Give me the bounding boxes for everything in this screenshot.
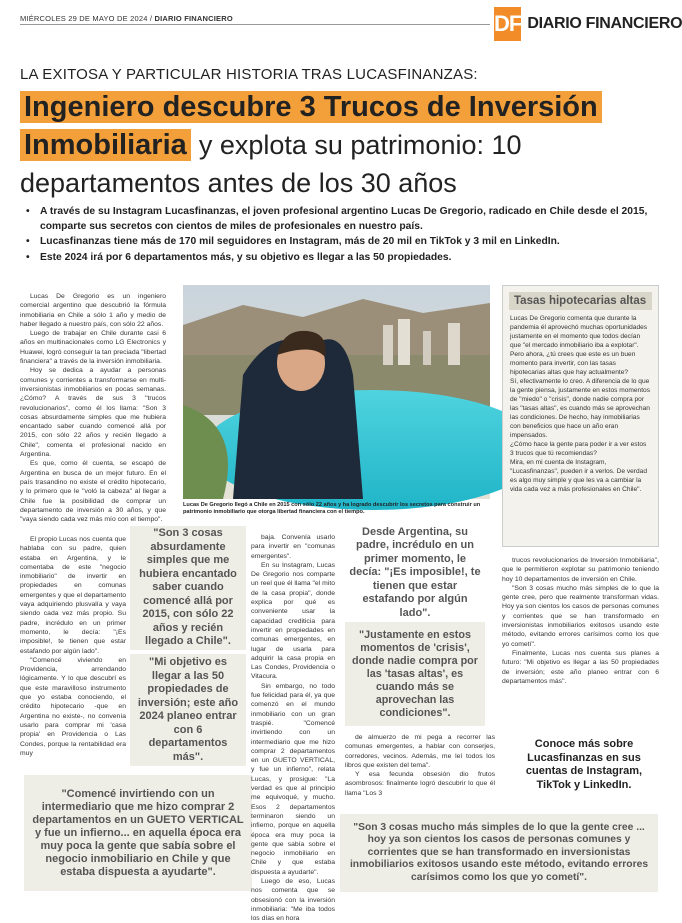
masthead-logo[interactable] [494,6,682,42]
issue-date: MIÉRCOLES 29 DE MAYO DE 2024 [20,14,148,23]
sidebar-paragraph: ¿Cómo hace la gente para poder ir a ver estos 3 trucos que tú recomiendas? [510,441,647,457]
photo-caption: Lucas De Gregorio llegó a Chile en 2015 con sólo 22 años y ha logrado descubrir los secretos para construir un patrimonio inmobiliario que otorga libertad financiera con el tiempo. [183,502,481,515]
paragraph: En su Instagram, Lucas De Gregorio nos comparte un reel que él llama "el mito de la casa propia", donde explica por qué es conveniente usar la capacidad crediticia para invertir en propiedades en comunas emergentes, en lugar de usarla para adquirir la casa propia en Las Condes, Providencia o Vitacura. [251,561,335,681]
pull-quote: "Mi objetivo es llegar a las 50 propiedades de inversión; este año 2024 planeo entrar con 6 departamentos más". [130,654,246,766]
sidebar-title: Tasas hipotecarias altas [509,292,652,310]
logo-wordmark: DIARIO FINANCIERO [527,15,682,32]
paper-name: DIARIO FINANCIERO [154,14,233,23]
headline-highlight: Inmobiliaria [20,129,191,161]
paragraph: Y esa fecunda obsesión dio frutos asombrosos: finalmente logró descubrir lo que él llama "Los 3 [345,771,495,797]
headline-kicker: LA EXITOSA Y PARTICULAR HISTORIA TRAS LUCASFINANZAS: [20,66,478,83]
headline-line1: Ingeniero descubre 3 Trucos de Inversión [20,91,602,123]
bullet-item: • Este 2024 irá por 6 departamentos más, y su objetivo es llegar a las 50 propiedades. [26,251,656,266]
header-rule [20,24,490,25]
article-column-1 [20,292,166,524]
sidebar-text [510,314,651,494]
social-cta: Conoce más sobre Lucasfinanzas en sus cuentas de Instagram, TikTok y LinkedIn. [525,738,643,791]
dateline [20,14,233,23]
sidebar-paragraph: Lucas De Gregorio comenta que durante la pandemia él aprovechó muchas oportunidades justamente en el momento que todos decían que "el mercado inmobiliario iba a explotar". [510,315,648,349]
paragraph: "Comencé viviendo en Providencia, arrendando lógicamente. Y lo que descubrí es que este maravilloso instrumento que yo estaba conociendo, el crédito hipotecario -que en Argentina no existe-, no convenía usarlo para comprar mi 'casa propia' en Providencia o Las Condes, porque la rentabilidad era muy [20,656,126,757]
paragraph: baja. Convenía usarlo para invertir en "comunas emergentes". [251,534,335,560]
headline [20,88,660,164]
paragraph: Sin embargo, no todo fue felicidad para él, ya que comenzó en el mundo inmobiliario con un gran traspié. "Comencé invirtiendo con un intermediario que me hizo comprar 2 departamentos en un GUETO VERTICAL, y fue un infierno", relata Lucas, y prosigue: "La verdad es que al principio me equivoqué, y mucho. Esos 2 departamentos terminaron siendo un infierno, porque en aquella época era muy poca la gente que sabía sobre el negocio inmobiliario en Chile y que estaba dispuesta a ayudarte". [251,682,335,876]
sidebar-paragraph: Sí, efectivamente lo creo. A diferencia de lo que la gente piensa, justamente en estos momentos de "miedo" o "crisis", donde nadie compra por las "tasas altas", es cuando más se aprovechan las condiciones. De hecho, hay inmobiliarias con beneficios que hace un año eran impensados. [510,378,651,439]
summary-bullets [26,205,656,266]
sidebar-paragraph: Pero ahora, ¿tú crees que este es un buen momento para invertir, con las tasas hipotecarias altas que hay actualmente? [510,351,636,376]
pull-quote: Desde Argentina, su padre, incrédulo en un primer momento, le decía: "¡Es imposible!, te tienen que estar estafando por algún lado". [345,530,485,616]
paragraph: Finalmente, Lucas nos cuenta sus planes a futuro: "Mi objetivo es llegar a las 50 propiedades de inversión; este año planeo entrar con 6 departamentos más". [502,649,659,685]
paragraph: El propio Lucas nos cuenta que hablaba con su padre, quien estaba en Argentina, y le comentaba de este "negocio inmobiliario" de invertir en propiedades en comunas emergentes y que el departamento vaya adquiriendo plusvalía y vaya siendo cada vez más propio. Su padre, incrédulo en un primer momento, le decía: "¡Es imposible!, te tienen que estar estafando por algún lado". [20,536,126,655]
sidebar-box [502,285,659,547]
headline-line3: departamentos antes de los 30 años [20,168,457,198]
date-separator: / [149,14,153,23]
bullet-item: • Lucasfinanzas tiene más de 170 mil seguidores en Instagram, más de 20 mil en TikTok y 3 mil en LinkedIn. [26,235,656,250]
article-column-1-continued [20,535,126,758]
paragraph: Hoy se dedica a ayudar a personas comunes y corrientes a transformarse en multi-inversionistas inmobiliarios en pocas semanas. ¿Cómo? A través de sus 3 "trucos revolucionarios", como él los llama: "Son 3 cosas absurdamente simples que me hubiera encantado saber cuando comencé allá por 2015, con sólo 22 años y recién llegado a Chile", comenta el profesional nacido en Argentina. [20,367,166,459]
paragraph: de almuerzo de mi pega a recorrer las comunas emergentes, a hablar con conserjes, corredores, vecinos. Además, me leí todos los libros que existen del tema". [345,734,495,769]
pull-quote: "Comencé invirtiendo con un intermediario que me hizo comprar 2 departamentos en un GUETO VERTICAL y fue un infierno... en aquella época era muy poca la gente que sabía sobre el negocio inmobiliario en Chile y que estaba dispuesta a ayudarte". [24,775,252,891]
article-column-5 [502,556,659,686]
paragraph: "Son 3 cosas mucho más simples de lo que la gente cree, pero que realmente transforman vidas. Hoy ya son cientos los casos de personas comunes y corrientes que se han transformado en inversionistas inmobiliarios exitosos usando este método, evitando errores carísimos como los que yo cometí". [502,584,659,648]
sidebar-paragraph: Mira, en mi cuenta de Instagram, "Lucasfinanzas", pueden ir a verlos. De verdad es algo muy simple y que les va a cambiar la vida cada vez a más profesionales en Chile". [510,459,648,493]
article-photo [183,285,490,499]
pull-quote: "Justamente en estos momentos de 'crisis', donde nadie compra por las 'tasas altas', es cuando más se aprovechan las condiciones". [345,622,485,726]
photo-illustration [183,285,490,499]
paragraph: trucos revolucionarios de Inversión Inmobiliaria", que le permitieron explotar su patrimonio teniendo hoy 10 departamentos de inversión en Chile. [502,557,659,583]
article-column-4 [345,733,495,798]
pull-quote: "Son 3 cosas mucho más simples de lo que la gente cree ... hoy ya son cientos los casos de personas comunes y corrientes que se han transformado en inversionistas inmobiliarios exitosos usando este método, evitando errores carísimos como los que yo cometí". [340,814,658,892]
df-logo-icon: DF [494,7,521,41]
paragraph: Es que, como él cuenta, se escapó de Argentina en busca de un mejor futuro. En el país trasandino no existe el crédito hipotecario, y lo primero que le "voló la cabeza" al llegar a Chile fue la posibilidad de comprar un departamento de inversión a 30 años, y que "vaya siendo cada vez más mío con el tiempo". [20,460,166,524]
article-column-3 [251,533,335,923]
paragraph: Luego de eso, Lucas nos comenta que se obsesionó con la inversión inmobiliaria: "Me iba todos los días en hora [251,877,335,923]
headline-line2: y explota su patrimonio: 10 [198,130,522,160]
paragraph: Luego de trabajar en Chile durante casi 6 años en multinacionales como LG Electronics y Huawei, logró conseguir la tan preciada "libertad financiera" a través de la inversión inmobiliaria. [20,330,166,366]
bullet-item: • A través de su Instagram Lucasfinanzas, el joven profesional argentino Lucas De Gregorio, radicado en Chile desde el 2015, comparte sus secretos con cientos de miles de profesionales en nuestro país. [26,205,656,234]
pull-quote: "Son 3 cosas absurdamente simples que me hubiera encantado saber cuando comencé allá por 2015, con sólo 22 años y recién llegado a Chile". [130,526,246,650]
paragraph: Lucas De Gregorio es un ingeniero comercial argentino que descubrió la fórmula inmobiliaria en Chile a sólo 1 año y medio de haber llegado a nuestro país, con sólo 22 años. [20,293,166,328]
